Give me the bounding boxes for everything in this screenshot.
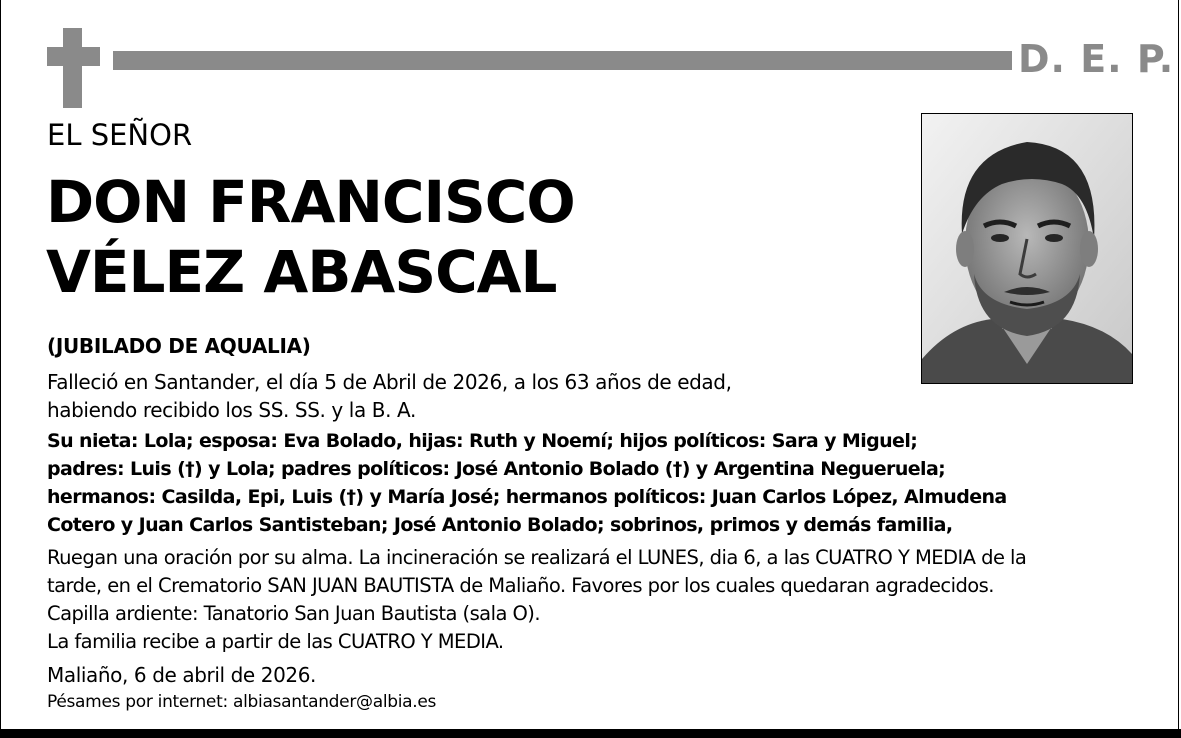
- family-line: Cotero y Juan Carlos Santisteban; José Antonio Bolado; sobrinos, primos y demás familia,: [47, 514, 953, 536]
- place-date: Maliaño, 6 de abril de 2026.: [47, 663, 317, 687]
- honorific-prefix: EL SEÑOR: [47, 118, 193, 152]
- family-line: hermanos: Casilda, Epi, Luis (†) y María José; hermanos políticos: Juan Carlos López, Almudena: [47, 486, 1007, 508]
- death-line: Falleció en Santander, el día 5 de Abril de 2026, a los 63 años de edad,: [47, 370, 732, 394]
- name-line-1: DON FRANCISCO: [46, 168, 575, 236]
- service-line: Ruegan una oración por su alma. La incineración se realizará el LUNES, dia 6, a las CUATRO Y MEDIA de la: [47, 546, 1027, 569]
- name-line-2: VÉLEZ ABASCAL: [46, 238, 557, 306]
- service-details: [47, 544, 1167, 656]
- portrait-photo: [921, 113, 1133, 384]
- death-notice: [47, 368, 867, 424]
- service-line: La familia recibe a partir de las CUATRO Y MEDIA.: [47, 630, 504, 653]
- profession: (JUBILADO DE AQUALIA): [47, 334, 311, 358]
- family-line: padres: Luis (†) y Lola; padres políticos: José Antonio Bolado (†) y Argentina Negueruela;: [47, 458, 946, 480]
- service-line: Capilla ardiente: Tanatorio San Juan Bautista (sala O).: [47, 602, 541, 625]
- deceased-name: [46, 167, 575, 307]
- bottom-border: [0, 729, 1181, 738]
- condolences-contact: Pésames por internet: albiasantander@albia.es: [47, 692, 437, 712]
- portrait-illustration: [922, 114, 1132, 383]
- family-line: Su nieta: Lola; esposa: Eva Bolado, hijas: Ruth y Noemí; hijos políticos: Sara y Miguel;: [47, 430, 918, 452]
- family-list: [47, 427, 1147, 539]
- dep-label: D. E. P.: [1018, 37, 1175, 81]
- death-line: habiendo recibido los SS. SS. y la B. A.: [47, 398, 416, 422]
- service-line: tarde, en el Crematorio SAN JUAN BAUTISTA de Maliaño. Favores por los cuales quedaran agradecidos.: [47, 574, 994, 597]
- header-rule: [113, 51, 1012, 70]
